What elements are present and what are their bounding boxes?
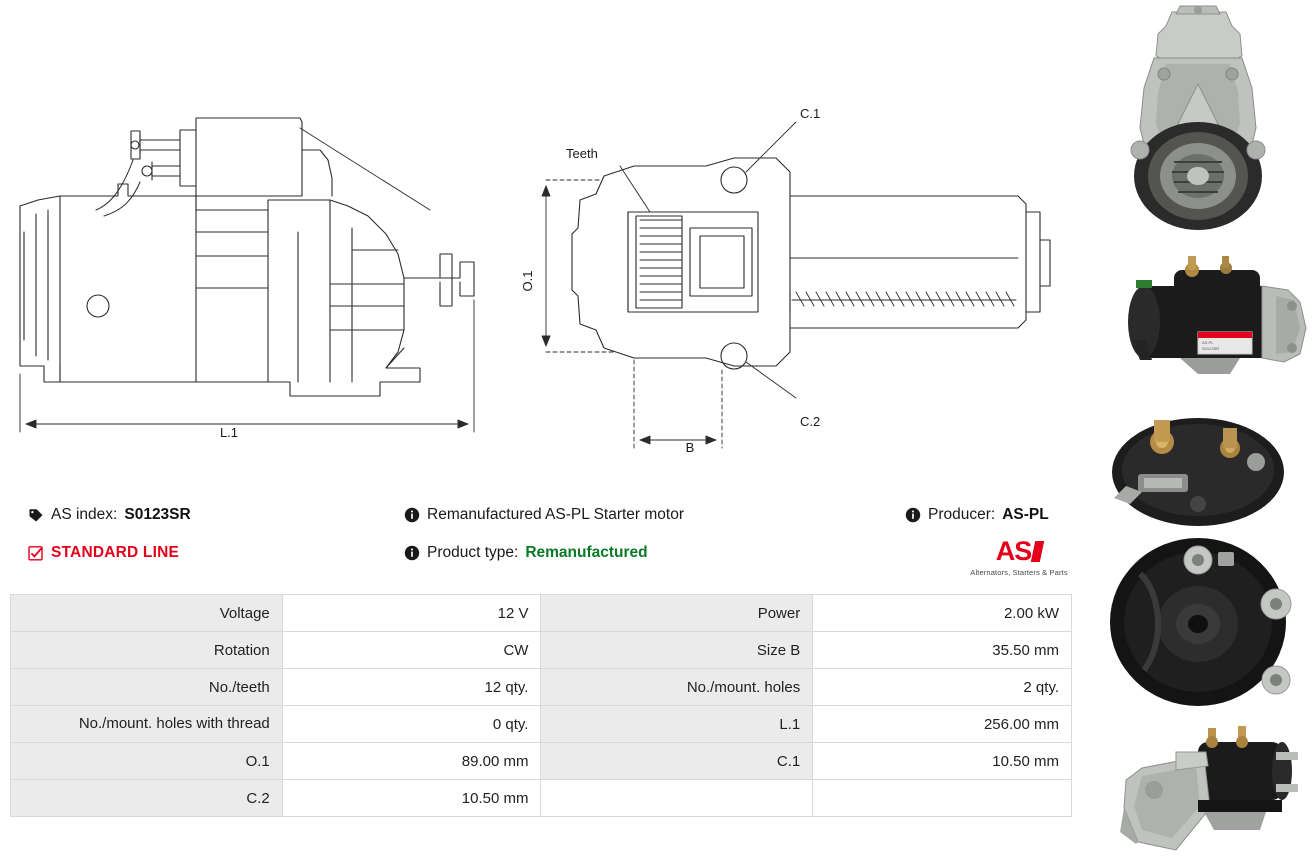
info-icon (404, 545, 420, 561)
product-photo-strip (1080, 0, 1316, 860)
product-type-value: Remanufactured (525, 544, 648, 561)
producer-label: Producer: (928, 506, 996, 523)
spec-value: 35.50 mm (813, 632, 1072, 669)
as-logo-text: AS (995, 536, 1032, 566)
info-icon (905, 507, 921, 523)
spec-value: 2 qty. (813, 669, 1072, 706)
spec-value: 10.50 mm (813, 743, 1072, 780)
spec-key: Rotation (11, 632, 283, 669)
spec-key: C.2 (11, 780, 283, 817)
table-row (11, 780, 1072, 817)
label-c2: C.2 (800, 414, 821, 429)
table-row (11, 595, 1072, 632)
as-index-label: AS index: (51, 506, 118, 523)
top-view-drawing (572, 158, 1050, 369)
product-photo-drive-face[interactable] (1080, 530, 1316, 712)
producer-value: AS-PL (1002, 506, 1049, 523)
tag-icon (28, 507, 44, 523)
as-logo-mark (996, 538, 1043, 565)
product-photo-drive-end[interactable] (1080, 0, 1316, 236)
spec-key: L.1 (541, 706, 813, 743)
product-photo-solenoid[interactable] (1080, 412, 1316, 530)
label-l1: L.1 (219, 425, 239, 440)
spec-value: 2.00 kW (813, 595, 1072, 632)
label-teeth: Teeth (566, 146, 598, 161)
product-info (0, 496, 1080, 588)
spec-value-empty (813, 780, 1072, 817)
spec-key: Voltage (11, 595, 283, 632)
table-row (11, 743, 1072, 780)
dimension-o1 (542, 180, 614, 352)
product-type-row (404, 544, 648, 562)
technical-drawings (0, 0, 1080, 480)
side-view-drawing (20, 118, 474, 396)
product-description: Remanufactured AS-PL Starter motor (427, 506, 685, 523)
spec-key: Size B (541, 632, 813, 669)
spec-key: O.1 (11, 743, 283, 780)
table-row (11, 632, 1072, 669)
table-row (11, 669, 1072, 706)
product-type-label: Product type: (427, 544, 519, 561)
spec-key: C.1 (541, 743, 813, 780)
standard-line-badge: STANDARD LINE (51, 544, 180, 561)
spec-value: 10.50 mm (282, 780, 541, 817)
label-o1: O.1 (520, 270, 535, 292)
checkbox-checked-icon (28, 545, 44, 561)
spec-key: Power (541, 595, 813, 632)
as-index-value: S0123SR (124, 506, 191, 523)
product-photo-side[interactable] (1080, 236, 1316, 412)
spec-value: 0 qty. (282, 706, 541, 743)
as-logo-tagline: Alternators, Starters & Parts (970, 568, 1068, 577)
dimension-l1 (20, 300, 474, 432)
product-photo-angled[interactable] (1080, 712, 1316, 860)
spec-value: CW (282, 632, 541, 669)
svg-text:AS-PL: AS-PL (1202, 340, 1214, 345)
info-icon (404, 507, 420, 523)
producer-row (905, 506, 1049, 524)
label-c1: C.1 (800, 106, 821, 121)
as-index-row (28, 506, 191, 524)
label-b: B (685, 440, 695, 455)
spec-value: 256.00 mm (813, 706, 1072, 743)
svg-text:S0123SR: S0123SR (1202, 346, 1220, 351)
spec-key: No./mount. holes (541, 669, 813, 706)
spec-key-empty (541, 780, 813, 817)
table-row (11, 706, 1072, 743)
spec-value: 89.00 mm (282, 743, 541, 780)
spec-key: No./teeth (11, 669, 283, 706)
as-logo-bar (1031, 541, 1044, 562)
as-pl-logo (963, 538, 1075, 577)
spec-key: No./mount. holes with thread (11, 706, 283, 743)
starter-technical-drawing-svg (0, 0, 1080, 480)
dimension-b (634, 360, 722, 448)
description-row (404, 506, 684, 524)
spec-value: 12 qty. (282, 669, 541, 706)
spec-value: 12 V (282, 595, 541, 632)
standard-line-row (28, 544, 179, 562)
specifications-table (10, 594, 1072, 817)
